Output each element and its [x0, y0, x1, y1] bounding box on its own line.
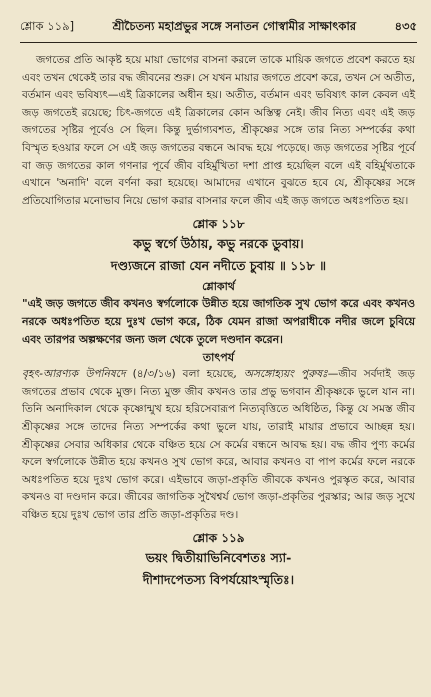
page-number: ৪৩৫ — [394, 18, 417, 33]
purport-body: —জীব সর্বদাই জড় জগতের প্রভাব থেকে মুক্ত। নিত্য মুক্ত জীব কখনও তার প্রভু ভগবান শ্রীকৃষ্ণকে ভুলে যান না। তিনি অনাদিকাল থেকে কৃষ্ণোন্মুখ হয়ে হরিসেবারূপ নিত্যবৃত্তিতে অধিষ্ঠিত, কিন্তু যে সমস্ত জীব শ্রীকৃষ্ণের সঙ্গে তাদের নিত্য সম্পর্কের কথা ভুলে যায়, তারাই মায়ার প্রভাবে আচ্ছন্ন হয়। শ্রীকৃষ্ণের সেবার অধিকার থেকে বঞ্চিত হয়ে সে কর্মের বন্ধনে আবদ্ধ হয়। বদ্ধ জীব পুণ্য কর্মের ফলে স্বর্গলোকে উন্নীত হয়ে কখনও সুখ ভোগ করে, আবার কখনও বা পাপ কর্মের ফলে নরকে অধঃপতিত হয়ে দুঃখ ভোগ করে। এইভাবে জড়া-প্রকৃতি জীবকে কখনও পুরস্কৃত করে, আবার কখনও বা দণ্ডদান করে। জীবের জাগতিক সুখৈশ্বর্য ভোগ জড়া-প্রকৃতির পুরস্কার; আর জড় সুখে বঞ্চিত হয়ে দুঃখ ভোগ তার প্রতি জড়া-প্রকৃতির দণ্ড। — [22, 368, 415, 521]
verse-line: কভু স্বর্গে উঠায়, কভু নরকে ডুবায়। — [133, 236, 304, 252]
paragraph: জগতের প্রতি আকৃষ্ট হয়ে মায়া ভোগের বাসনা করলে তাকে মায়িক জগতে প্রবেশ করতে হয় এবং তখন থেকেই তার বদ্ধ জীবনের শুরু। সে যখন মায়ার জগতে প্রবেশ করে, তখন সে অতীত, বর্তমান এবং ভবিষ্যৎ—এই ত্রিকালের অধীন হয়। অতীত, বর্তমান এবং ভবিষ্যৎ কাল কেবল এই জড় জগতেই রয়েছে; চিৎ-জগতে এই ত্রিকালের কোন অস্তিত্ব নেই। জীব নিত্য এবং এই জড় জগতের সৃষ্টির পূর্বেও সে ছিল। কিন্তু দুর্ভাগ্যবশত, শ্রীকৃষ্ণের সঙ্গে তার নিত্য সম্পর্কের কথা বিস্মৃত হওয়ার ফলে সে এই জড় জগতের বন্ধনে আবদ্ধ হয়ে পড়েছে। জড় জগতের সৃষ্টির পূর্বে বা জড় জগতের কাল গণনার পূর্বে জীব বহির্মুখিতা দশা প্রাপ্ত হয়েছিল বলে এই বহির্মুখতাকে এখানে 'অনাদি' বলে বর্ণনা করা হয়েছে। আমাদের এখানে বুঝতে হবে যে, শ্রীকৃষ্ণের সঙ্গে প্রতিযোগিতার মনোভাব নিয়ে ভোগ করার বাসনার ফলে জীব এই জড় জগতে অধঃপতিত হয়। — [22, 54, 415, 207]
verse-range-label: শ্লোক ১১৯] — [20, 18, 75, 33]
page-header — [20, 12, 417, 43]
chapter-title: শ্রীচৈতন্য মহাপ্রভুর সঙ্গে সনাতন গোস্বামীর সাক্ষাৎকার — [112, 18, 357, 33]
scripture-source: বৃহৎ-আরণ্যক উপনিষদে — [22, 368, 126, 381]
scripture-quote: অসঙ্গোহ্যয়ং পুরুষঃ — [243, 368, 328, 381]
translation-heading: শ্লোকার্থ — [202, 280, 235, 294]
verse-line: দীশাদপেতস্য বিপর্যয়োঽস্মৃতিঃ। — [142, 572, 295, 588]
purport-heading: তাৎপর্য — [202, 351, 235, 365]
scripture-reference: (৪/৩/১৬) বলা হয়েছে, — [125, 368, 244, 381]
page-content — [22, 52, 415, 591]
verse-line: দণ্ড্যজনে রাজা যেন নদীতে চুবায় ॥ ১১৮ ॥ — [110, 258, 327, 274]
purport-text — [22, 366, 415, 524]
verse-heading: শ্লোক ১১৮ — [192, 217, 245, 232]
verse-heading: শ্লোক ১১৯ — [192, 531, 245, 546]
verse-line: ভয়ং দ্বিতীয়াভিনিবেশতঃ স্যা- — [145, 550, 292, 566]
translation-text: "এই জড় জগতে জীব কখনও স্বর্গলোকে উন্নীত হয়ে জাগতিক সুখ ভোগ করে এবং কখনও নরকে অধঃপতিত হয়ে দুঃখ ভোগ করে, ঠিক যেমন রাজা অপরাধীকে নদীর জলে চুবিয়ে এবং তারপর অল্পক্ষণের জন্য জল থেকে তুলে দণ্ডদান করেন। — [22, 297, 415, 346]
